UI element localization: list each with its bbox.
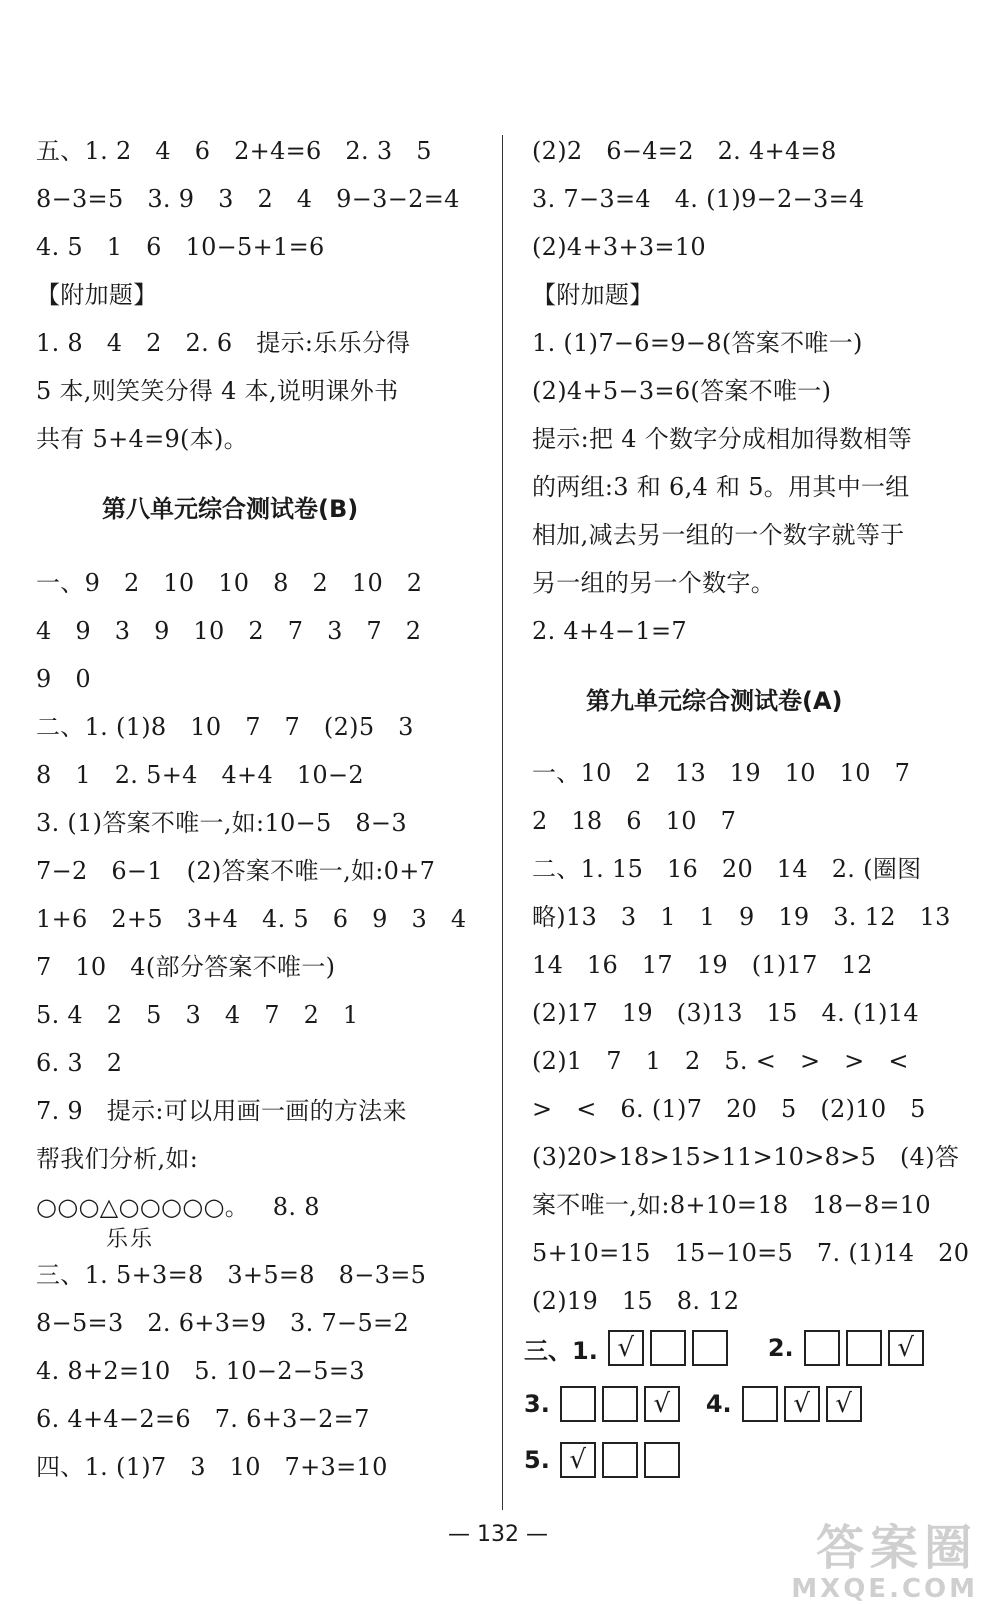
answer-line: 2. 4+4−1=7 — [532, 617, 687, 645]
answer-box — [560, 1386, 596, 1422]
answer-box — [742, 1386, 778, 1422]
answer-line: 2 18 6 10 7 — [532, 807, 737, 835]
answer-line: 3. 7−3=4 4. (1)9−2−3=4 — [532, 185, 865, 213]
answer-line: 一、10 2 13 19 10 10 7 — [532, 759, 911, 787]
bonus-heading: 【附加题】 — [532, 281, 654, 309]
answer-line: 二、1. 15 16 20 14 2. (圈图 — [532, 855, 922, 883]
answer-box — [602, 1442, 638, 1478]
answer-box — [846, 1330, 882, 1366]
answer-line: 9 0 — [36, 665, 91, 693]
answer-line: 帮我们分析,如: — [36, 1145, 199, 1173]
question-number: 2. — [767, 1334, 794, 1362]
answer-box — [804, 1330, 840, 1366]
answer-box: √ — [560, 1442, 596, 1478]
watermark-logo — [791, 1522, 978, 1604]
answer-line: 四、1. (1)7 3 10 7+3=10 — [36, 1453, 388, 1481]
checkbox-row — [524, 1330, 930, 1366]
answer-line: 3. (1)答案不唯一,如:10−5 8−3 — [36, 809, 407, 837]
answer-line: 4. 8+2=10 5. 10−2−5=3 — [36, 1357, 365, 1385]
answer-box — [644, 1442, 680, 1478]
watermark-main: 答案圈 — [815, 1520, 978, 1576]
question-number: 3. — [524, 1390, 550, 1418]
diagram-label: 乐乐 — [106, 1227, 155, 1252]
hint-line: 另一组的另一个数字。 — [532, 569, 775, 597]
answer-box — [692, 1330, 728, 1366]
section-title: 第八单元综合测试卷(B) — [102, 495, 359, 523]
answer-line: 14 16 17 19 (1)17 12 — [532, 951, 873, 979]
answer-line: 案不唯一,如:8+10=18 18−8=10 — [532, 1191, 931, 1219]
answer-line: 5+10=15 15−10=5 7. (1)14 20 — [532, 1239, 970, 1267]
section-title: 第九单元综合测试卷(A) — [586, 687, 843, 715]
answer-line: 4 9 3 9 10 2 7 3 7 2 — [36, 617, 422, 645]
answer-line: (2)2 6−4=2 2. 4+4=8 — [532, 137, 837, 165]
answer-line: 二、1. (1)8 10 7 7 (2)5 3 — [36, 713, 414, 741]
answer-box — [602, 1386, 638, 1422]
checkbox-row — [524, 1386, 868, 1422]
hint-line: 提示:把 4 个数字分成相加得数相等 — [532, 425, 913, 453]
answer-line: 5. 4 2 5 3 4 7 2 1 — [36, 1001, 359, 1029]
answer-line: 8−5=3 2. 6+3=9 3. 7−5=2 — [36, 1309, 410, 1337]
shape-diagram-line: ○○○△○○○○○。 8. 8 — [36, 1193, 320, 1221]
answer-line: 共有 5+4=9(本)。 — [36, 425, 248, 453]
question-number: 4. — [705, 1390, 732, 1418]
answer-line: 6. 3 2 — [36, 1049, 123, 1077]
answer-line: 6. 4+4−2=6 7. 6+3−2=7 — [36, 1405, 370, 1433]
answer-box: √ — [608, 1330, 644, 1366]
answer-line: 8−3=5 3. 9 3 2 4 9−3−2=4 — [36, 185, 460, 213]
answer-line: 7−2 6−1 (2)答案不唯一,如:0+7 — [36, 857, 436, 885]
answer-line: > < 6. (1)7 20 5 (2)10 5 — [532, 1095, 926, 1123]
bonus-heading: 【附加题】 — [36, 281, 158, 309]
answer-box — [650, 1330, 686, 1366]
question-number: 5. — [524, 1446, 550, 1474]
answer-box: √ — [644, 1386, 680, 1422]
answer-line: (3)20>18>15>11>10>8>5 (4)答 — [532, 1143, 960, 1171]
page-number: — 132 — — [448, 1522, 548, 1547]
answer-line: 7. 9 提示:可以用画一画的方法来 — [36, 1097, 407, 1125]
answer-box: √ — [888, 1330, 924, 1366]
answer-line: 4. 5 1 6 10−5+1=6 — [36, 233, 325, 261]
column-divider — [502, 135, 503, 1510]
answer-line: (2)17 19 (3)13 15 4. (1)14 — [532, 999, 919, 1027]
answer-line: (2)1 7 1 2 5. < > > < — [532, 1047, 909, 1075]
watermark-sub: MXQE.COM — [791, 1574, 978, 1604]
answer-line: 5 本,则笑笑分得 4 本,说明课外书 — [36, 377, 399, 405]
hint-line: 的两组:3 和 6,4 和 5。用其中一组 — [532, 473, 910, 501]
answer-line: 8 1 2. 5+4 4+4 10−2 — [36, 761, 364, 789]
answer-line: 略)13 3 1 1 9 19 3. 12 13 — [532, 903, 951, 931]
answer-line: 1. 8 4 2 2. 6 提示:乐乐分得 — [36, 329, 411, 357]
answer-line: 三、1. 5+3=8 3+5=8 8−3=5 — [36, 1261, 427, 1289]
answer-line: (2)4+3+3=10 — [532, 233, 706, 261]
question-number: 三、1. — [524, 1336, 598, 1365]
answer-line: (2)4+5−3=6(答案不唯一) — [532, 377, 832, 405]
answer-line: 一、9 2 10 10 8 2 10 2 — [36, 569, 423, 597]
answer-line: 1+6 2+5 3+4 4. 5 6 9 3 4 — [36, 905, 467, 933]
answer-line: 1. (1)7−6=9−8(答案不唯一) — [532, 329, 863, 357]
hint-line: 相加,减去另一组的一个数字就等于 — [532, 521, 905, 549]
checkbox-row — [524, 1442, 686, 1478]
answer-box: √ — [826, 1386, 862, 1422]
answer-line: (2)19 15 8. 12 — [532, 1287, 740, 1315]
answer-line: 7 10 4(部分答案不唯一) — [36, 953, 336, 981]
answer-box: √ — [784, 1386, 820, 1422]
answer-line: 五、1. 2 4 6 2+4=6 2. 3 5 — [36, 137, 432, 165]
